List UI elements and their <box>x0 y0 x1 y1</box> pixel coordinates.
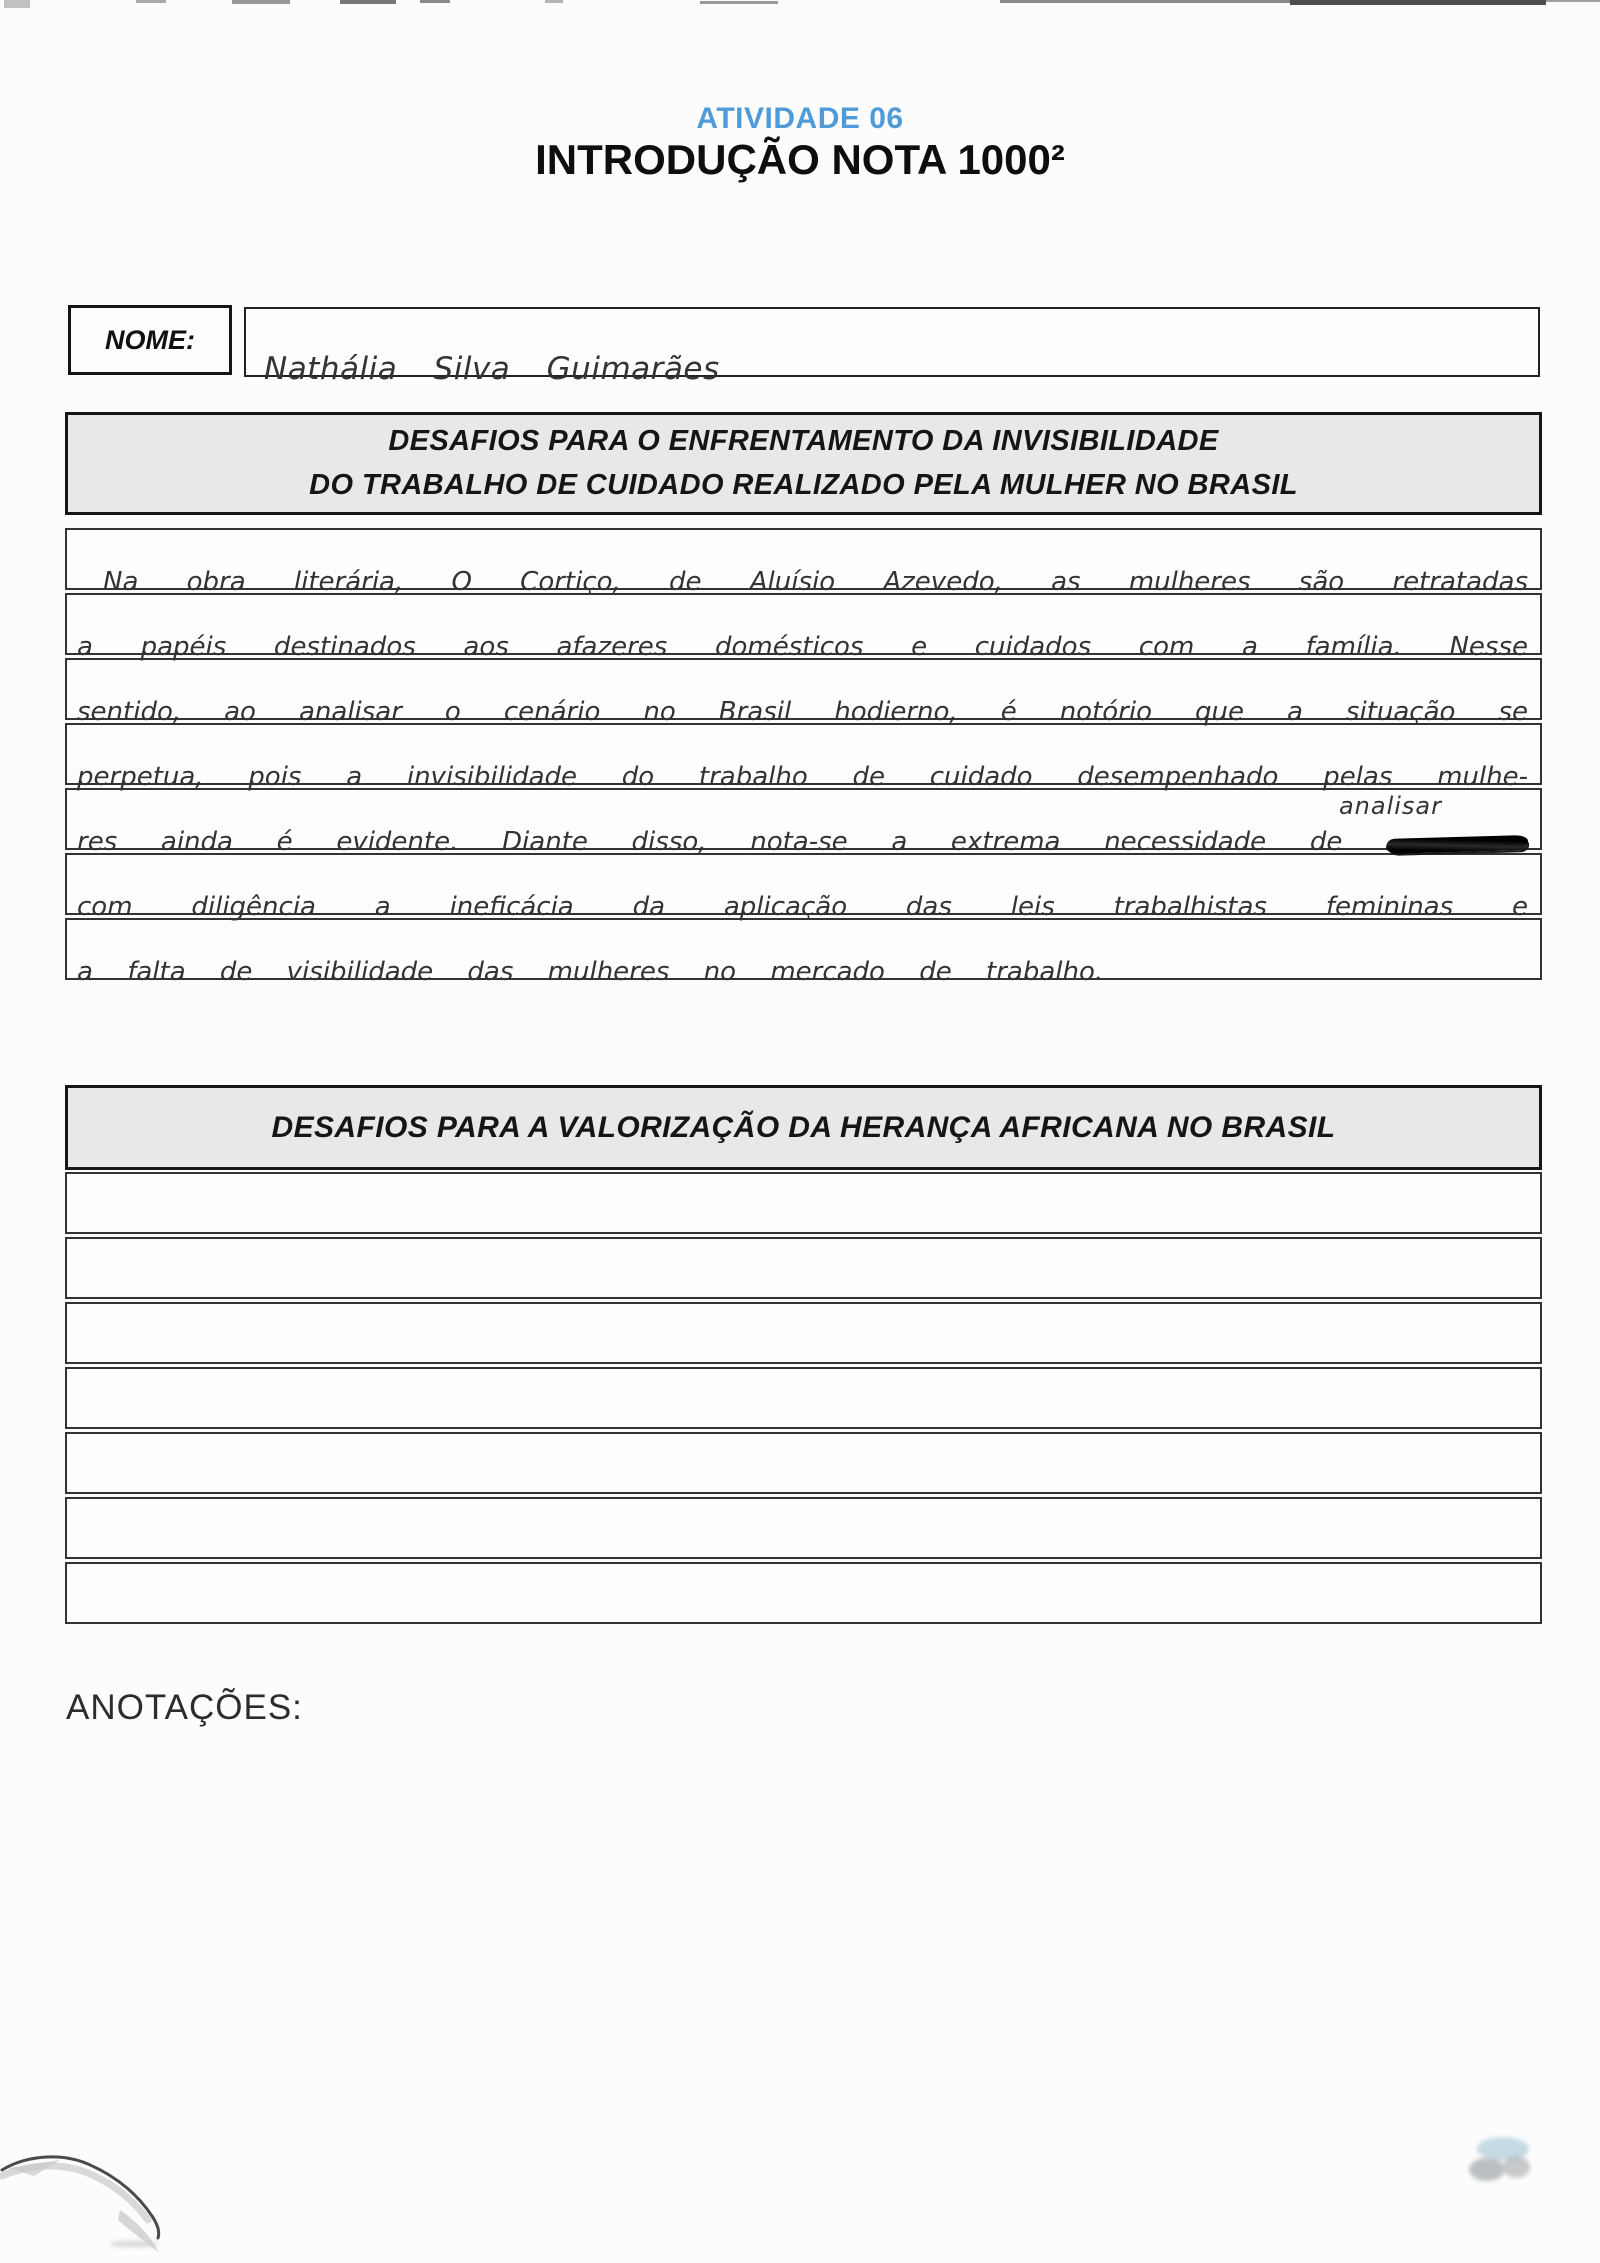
empty-answer-row <box>65 1367 1542 1429</box>
handwritten-line-4: perpetua, pois a invisibilidade do trabalho de cuidado desempenhado pelas mulhe- <box>77 762 1528 792</box>
scan-edge-mark <box>1290 0 1546 5</box>
empty-answer-row <box>65 1237 1542 1299</box>
scan-edge-mark <box>4 0 30 8</box>
section1-answer-area <box>65 528 1542 987</box>
handwritten-line-3: sentido, ao analisar o cenário no Brasil hodierno, é notório que a situação se <box>77 697 1528 727</box>
annotations-label: ANOTAÇÕES: <box>66 1688 303 1727</box>
scan-edge-mark <box>700 1 778 4</box>
section2-answer-area <box>65 1172 1542 1627</box>
empty-answer-row <box>65 1497 1542 1559</box>
handwritten-line-5 <box>77 827 1528 857</box>
scan-edge-mark <box>420 0 450 3</box>
section1-heading-line1: DESAFIOS PARA O ENFRENTAMENTO DA INVISIBILIDADE <box>388 425 1219 457</box>
answer-row <box>65 723 1542 792</box>
empty-answer-row <box>65 1562 1542 1624</box>
handwritten-line-5-text: res ainda é evidente. Diante disso, nota-se a extrema necessidade de <box>77 827 1343 857</box>
handwritten-line-7: a falta de visibilidade das mulheres no mercado de trabalho. <box>77 957 1104 987</box>
name-field-value: Nathália Silva Guimarães <box>264 351 720 387</box>
scan-edge-mark <box>136 0 166 3</box>
stamp-smudge-gray <box>1469 2158 1505 2181</box>
answer-row <box>65 853 1542 922</box>
handwritten-line-2: a papéis destinados aos afazeres domésticos e cuidados com a família. Nesse <box>77 632 1528 662</box>
answer-row <box>65 658 1542 727</box>
section2-heading-line: DESAFIOS PARA A VALORIZAÇÃO DA HERANÇA AFRICANA NO BRASIL <box>271 1111 1336 1144</box>
inserted-correction-word: analisar <box>1338 792 1442 820</box>
scan-edge-mark <box>1000 0 1300 3</box>
scan-edge-mark <box>545 0 563 3</box>
scan-edge-mark <box>1546 0 1600 2</box>
answer-row <box>65 788 1542 857</box>
page-title: INTRODUÇÃO NOTA 1000² <box>535 136 1065 183</box>
handwritten-line-1: Na obra literária, O Cortiço, de Aluísio Azevedo, as mulheres são retratadas <box>103 567 1528 597</box>
stamp-smudge-gray <box>1503 2156 1530 2178</box>
handwritten-line-6: com diligência a ineficácia da aplicação das leis trabalhistas femininas e <box>77 892 1528 922</box>
name-field-label: NOME: <box>68 305 232 375</box>
answer-row <box>65 593 1542 662</box>
answer-row <box>65 528 1542 597</box>
scan-edge-mark <box>340 0 396 4</box>
name-input-box <box>244 307 1540 387</box>
scan-edge-mark <box>232 0 290 4</box>
scribbled-out-word <box>1386 835 1528 854</box>
empty-answer-row <box>65 1432 1542 1494</box>
section1-heading <box>65 412 1542 515</box>
section1-heading-line2: DO TRABALHO DE CUIDADO REALIZADO PELA MULHER NO BRASIL <box>309 468 1298 501</box>
activity-label: ATIVIDADE 06 <box>696 102 904 135</box>
section2-heading <box>65 1085 1542 1170</box>
empty-answer-row <box>65 1302 1542 1364</box>
answer-row <box>65 918 1542 987</box>
crease-shadow <box>110 2241 158 2247</box>
empty-answer-row <box>65 1172 1542 1234</box>
